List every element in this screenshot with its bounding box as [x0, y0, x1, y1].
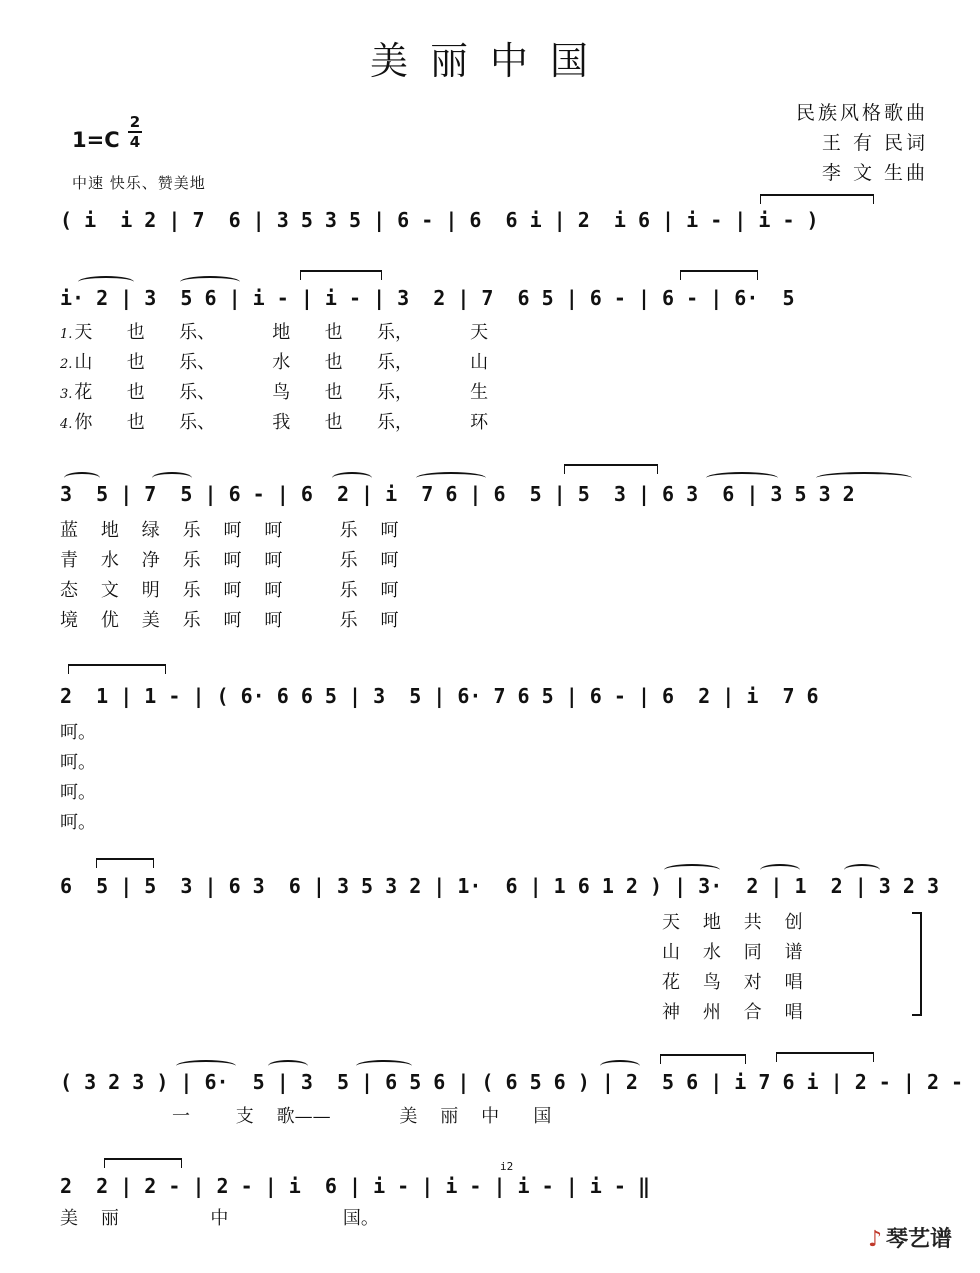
time-signature — [128, 114, 142, 150]
lyric-text: 花 也 乐、 鸟 也 乐， 生 — [74, 382, 489, 403]
site-logo — [868, 1222, 952, 1253]
lyric-text: 天 也 乐、 地 也 乐， 天 — [74, 322, 489, 343]
stave-3 — [60, 474, 932, 514]
verse-number: 4. — [60, 417, 73, 432]
lyric-line-1-1 — [60, 318, 488, 344]
stave-6 — [60, 1062, 964, 1102]
stave-notes: ( 3 2 3 ) | 6· 5 | 3 5 | 6 5 6 | ( 6 5 6 ) | 2 5 6 | i 7 6 i | 2 - | 2 - — [60, 1070, 964, 1094]
stave-4 — [60, 676, 932, 716]
stave-notes: 3 5 | 7 5 | 6 - | 6 2 | i 7 6 | 6 5 | 5 3 | 6 3 6 | 3 5 3 2 — [60, 482, 855, 506]
lyric-line-4-2: 山 水 同 谱 — [662, 942, 803, 963]
composer-credit: 李 文 生曲 — [821, 162, 928, 184]
stave-notes: 2 2 | 2 - | 2 - | i 6 | i - | i - | i - | i - ‖ — [60, 1174, 651, 1198]
style-credit: 民族风格歌曲 — [795, 102, 928, 124]
key-signature: 1=C — [72, 128, 120, 152]
lyric-line-3-2: 呵。 — [60, 752, 96, 773]
stave-notes: 6 5 | 5 3 | 6 3 6 | 3 5 3 2 | 1· 6 | 1 6 1 2 ) | 3· 2 | 1 2 | 3 2 3 — [60, 874, 939, 898]
piano-logo-icon: ♪ — [867, 1227, 882, 1252]
lyric-line-1-4 — [60, 408, 488, 434]
stave-2 — [60, 278, 932, 318]
lyric-line-4-3: 花 鸟 对 唱 — [662, 972, 803, 993]
lyric-line-1-3 — [60, 378, 488, 404]
lyric-text: 你 也 乐、 我 也 乐， 环 — [74, 412, 489, 433]
time-sig-bottom: 4 — [129, 133, 141, 151]
lyric-line-2-4: 境 优 美 乐 呵 呵 乐 呵 — [60, 610, 399, 631]
stave-1 — [60, 200, 932, 240]
lyric-line-3-1: 呵。 — [60, 722, 96, 743]
lyric-line-3-4: 呵。 — [60, 812, 96, 833]
lyric-text: 山 也 乐、 水 也 乐， 山 — [74, 352, 489, 373]
stave-notes: ( i i 2 | 7 6 | 3 5 3 5 | 6 - | 6 6 i | 2 i 6 | i - | i - ) — [60, 208, 819, 232]
lyric-line-3-3: 呵。 — [60, 782, 96, 803]
stave-7 — [60, 1160, 932, 1206]
stave-notes: i· 2 | 3 5 6 | i - | i - | 3 2 | 7 6 5 | 6 - | 6 - | 6· 5 — [60, 286, 795, 310]
song-title: 美丽中国 — [369, 39, 610, 83]
lyric-line-1-2 — [60, 348, 488, 374]
lyric-line-2-2: 青 水 净 乐 呵 呵 乐 呵 — [60, 550, 399, 571]
grace-note: i2 — [500, 1160, 514, 1173]
lyric-line-6: 美 丽 中 国。 — [60, 1208, 379, 1229]
time-sig-top: 2 — [129, 113, 141, 131]
verse-number: 1. — [60, 327, 73, 342]
stave-notes: 2 1 | 1 - | ( 6· 6 6 5 | 3 5 | 6· 7 6 5 | 6 - | 6 2 | i 7 6 — [60, 684, 819, 708]
lyric-line-4-1: 天 地 共 创 — [662, 912, 803, 933]
lyric-line-5: 一 支 歌—— 美 丽 中 国 — [172, 1106, 552, 1127]
lyric-line-2-1: 蓝 地 绿 乐 呵 呵 乐 呵 — [60, 520, 399, 541]
logo-text: 琴艺谱 — [885, 1227, 952, 1252]
tempo-marking: 中速 快乐、赞美地 — [72, 174, 206, 192]
lyric-line-4-4: 神 州 合 唱 — [662, 1002, 803, 1023]
verse-number: 2. — [60, 357, 73, 372]
lyric-line-2-3: 态 文 明 乐 呵 呵 乐 呵 — [60, 580, 399, 601]
lyricist-credit: 王 有 民词 — [821, 132, 928, 154]
verse-bracket — [912, 912, 922, 1016]
stave-5 — [60, 866, 939, 906]
verse-number: 3. — [60, 387, 73, 402]
